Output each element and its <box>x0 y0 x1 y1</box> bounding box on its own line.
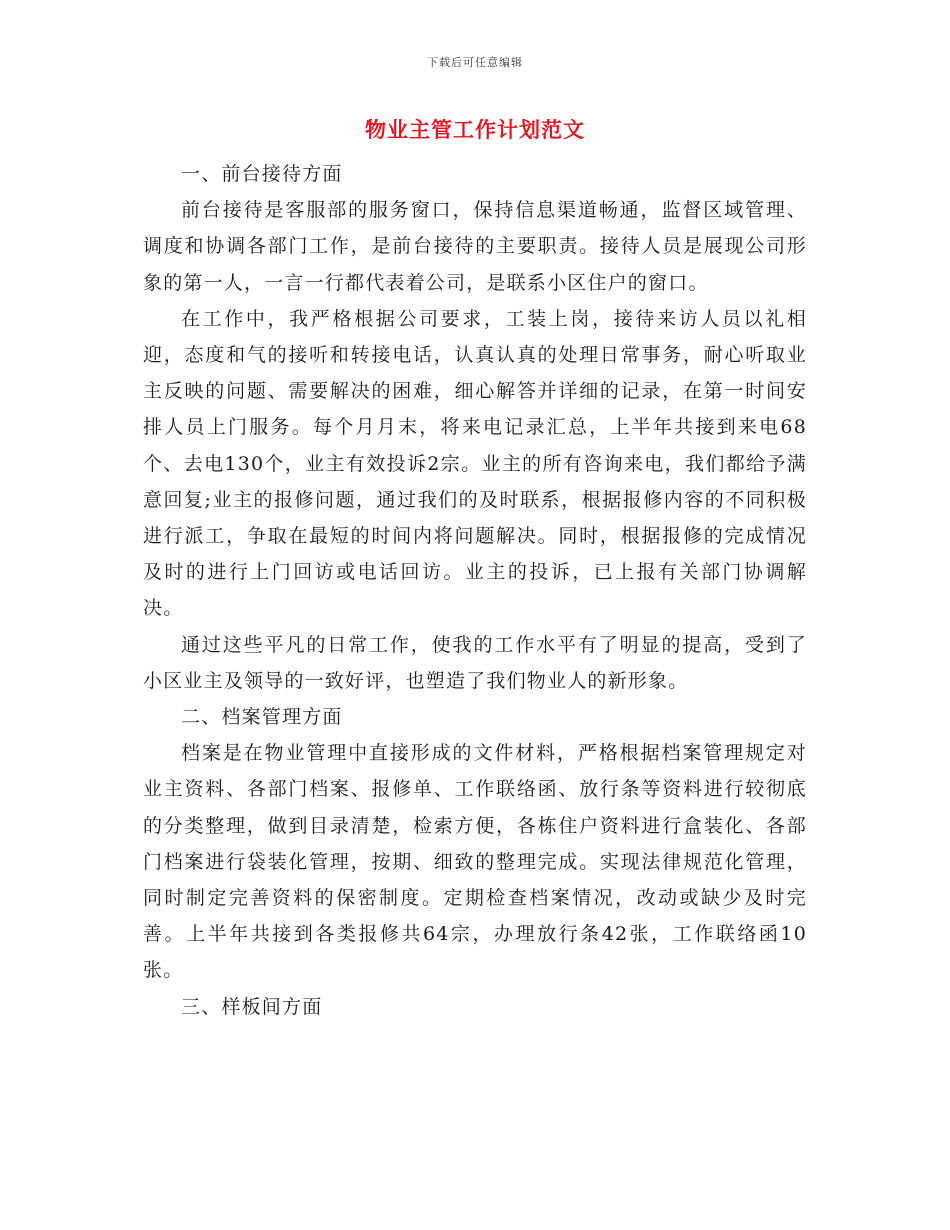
section-heading-showroom: 三、样板间方面 <box>181 995 323 1018</box>
paragraph-front-desk-role: 前台接待是客服部的服务窗口，保持信息渠道畅通，监督区域管理、调度和协调各部门工作，是前台接待的主要职责。接待人员是展现公司形象的第一人，一言一行都代表着公司，是联系小区住户的窗口。 <box>143 199 807 294</box>
paragraph-archives: 档案是在物业管理中直接形成的文件材料，严格根据档案管理规定对业主资料、各部门档案、报修单、工作联络函、放行条等资料进行较彻底的分类整理，做到目录清楚，检索方便，各栋住户资料进行盒装化、各部门档案进行袋装化管理，按期、细致的整理完成。实现法律规范化管理，同时制定完善资料的保密制度。定期检查档案情况，改动或缺少及时完善。上半年共接到各类报修共64宗，办理放行条42张，工作联络函10张。 <box>143 742 807 982</box>
header-note: 下载后可任意编辑 <box>427 56 523 69</box>
paragraph-front-desk-work: 在工作中，我严格根据公司要求，工装上岗，接待来访人员以礼相迎，态度和气的接听和转接电话，认真认真的处理日常事务，耐心听取业主反映的问题、需要解决的困难，细心解答并详细的记录，在第一时间安排人员上门服务。每个月月末，将来电记录汇总，上半年共接到来电68个、去电130个，业主有效投诉2宗。业主的所有咨询来电，我们都给予满意回复;业主的报修问题，通过我们的及时联系，根据报修内容的不同积极进行派工，争取在最短的时间内将问题解决。同时，根据报修的完成情况及时的进行上门回访或电话回访。业主的投诉，已上报有关部门协调解决。 <box>143 307 807 620</box>
document-title: 物业主管工作计划范文 <box>365 117 585 142</box>
paragraph-front-desk-result: 通过这些平凡的日常工作，使我的工作水平有了明显的提高，受到了小区业主及领导的一致好评，也塑造了我们物业人的新形象。 <box>143 633 807 692</box>
document-body <box>143 156 807 1025</box>
section-heading-archives: 二、档案管理方面 <box>181 706 343 729</box>
section-heading-front-desk: 一、前台接待方面 <box>181 163 343 185</box>
